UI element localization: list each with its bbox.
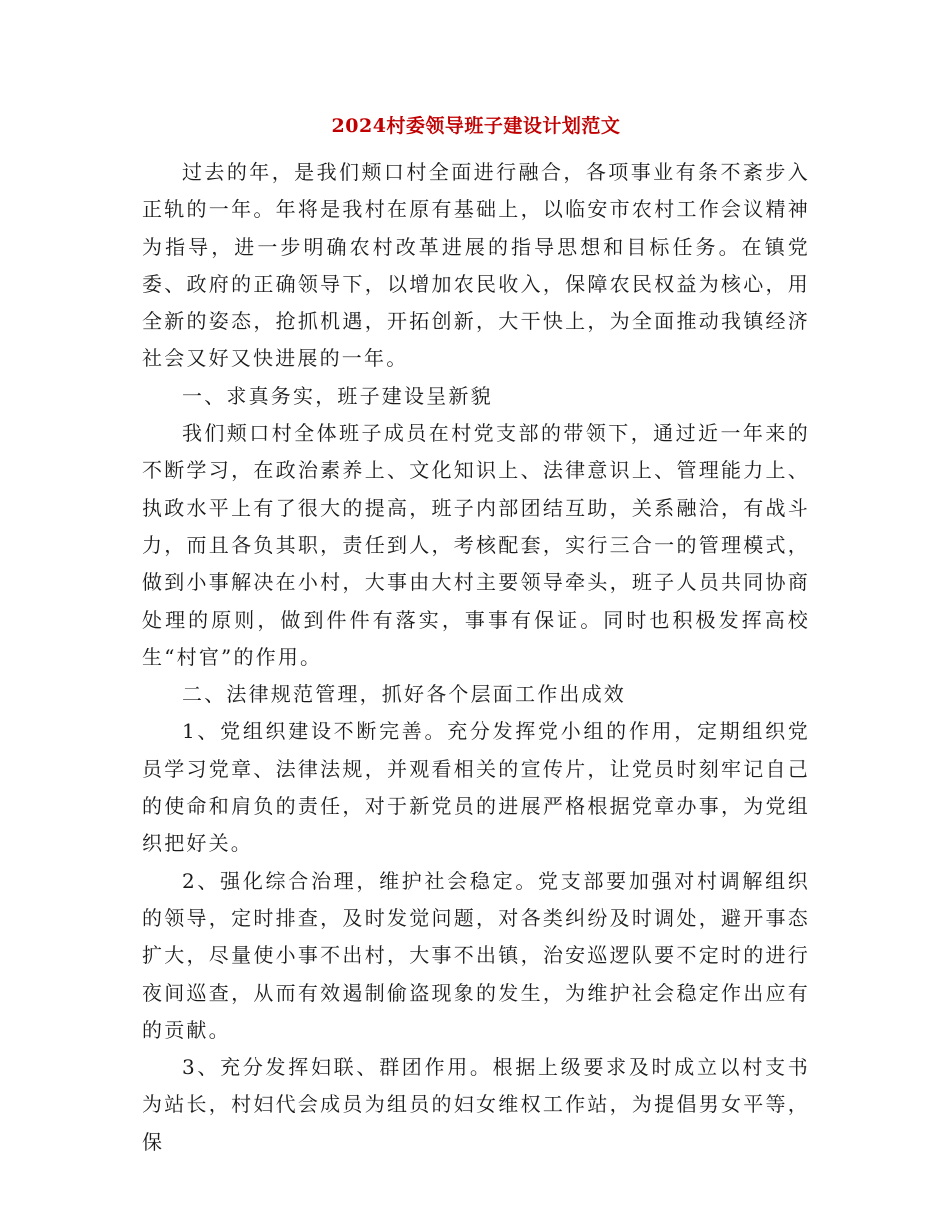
document-title: 2024村委领导班子建设计划范文: [331, 115, 621, 137]
paragraph-item-1: 1、党组织建设不断完善。充分发挥党小组的作用，定期组织党员学习党章、法律法规，并观看相关的宣传片，让党员时刻牢记自己的使命和肩负的责任，对于新党员的进展严格根据党章办事，为党组织把好关。: [142, 719, 810, 856]
paragraph-item-3: 3、充分发挥妇联、群团作用。根据上级要求及时成立以村支书为站长，村妇代会成员为组员的妇女维权工作站，为提倡男女平等，保: [142, 1055, 810, 1154]
section-heading-1: 一、求真务实，班子建设呈新貌: [182, 383, 493, 408]
paragraph-item-2: 2、强化综合治理，维护社会稳定。党支部要加强对村调解组织的领导，定时排查，及时发觉问题，对各类纠纷及时调处，避开事态扩大，尽量使小事不出村，大事不出镇，治安巡逻队要不定时的进行夜间巡查，从而有效遏制偷盗现象的发生，为维护社会稳定作出应有的贡献。: [142, 868, 810, 1042]
paragraph-intro: 过去的年，是我们颊口村全面进行融合，各项事业有条不紊步入正轨的一年。年将是我村在原有基础上，以临安市农村工作会议精神为指导，进一步明确农村改革进展的指导思想和目标任务。在镇党委、政府的正确领导下，以增加农民收入，保障农民权益为核心，用全新的姿态，抢抓机遇，开拓创新，大干快上，为全面推动我镇经济社会又好又快进展的一年。: [142, 160, 810, 371]
document-page: [142, 106, 810, 1161]
section-heading-2: 二、法律规范管理，抓好各个层面工作出成效: [182, 682, 626, 707]
paragraph-team: 我们颊口村全体班子成员在村党支部的带领下，通过近一年来的不断学习，在政治素养上、文化知识上、法律意识上、管理能力上、执政水平上有了很大的提高，班子内部团结互助，关系融洽，有战斗力，而且各负其职，责任到人，考核配套，实行三合一的管理模式，做到小事解决在小村，大事由大村主要领导牵头，班子人员共同协商处理的原则，做到件件有落实，事事有保证。同时也积极发挥高校生“村官”的作用。: [142, 421, 810, 669]
